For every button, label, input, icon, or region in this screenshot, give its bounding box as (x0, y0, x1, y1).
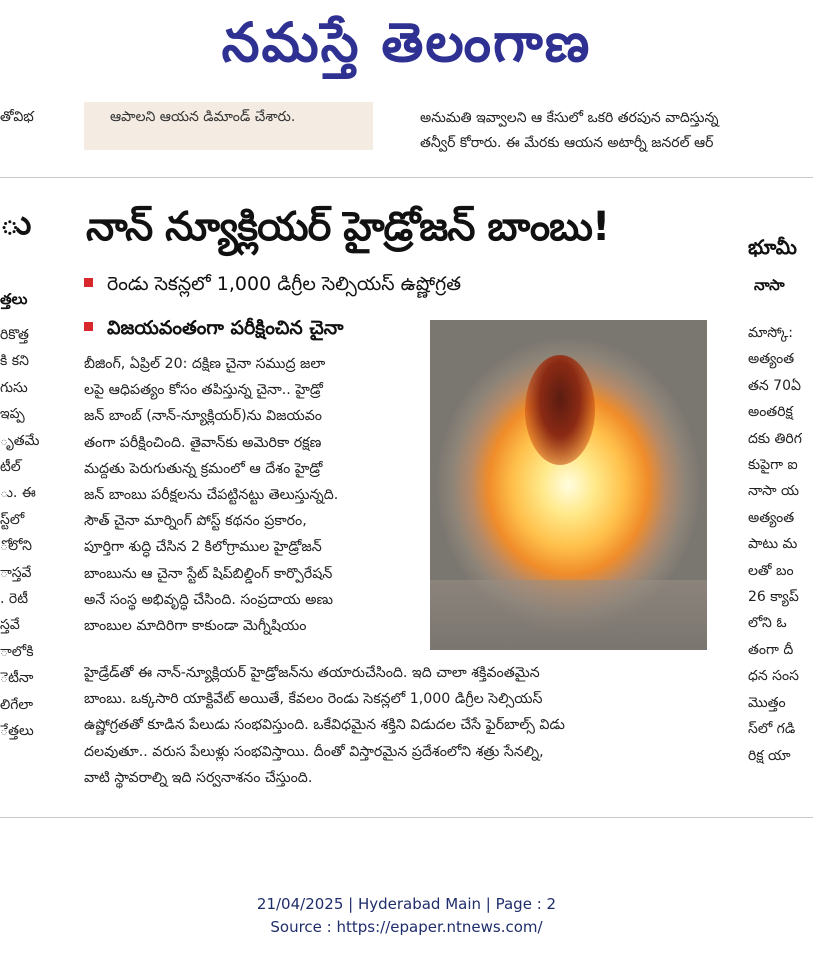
footer-source: Source : https://epaper.ntnews.com/ (270, 918, 543, 936)
text-line: లోని ఓ (748, 615, 787, 632)
text-line: ేత్తలు (0, 723, 34, 740)
left-subheading-fragment: త్తలు (0, 290, 28, 308)
footer-date-page: 21/04/2025 | Hyderabad Main | Page : 2 (256, 895, 557, 913)
text-line: అత్యంత (748, 351, 795, 368)
text-line: మద్దతు పెరుగుతున్న క్రమంలో ఆ దేశం హైడ్రో (84, 460, 323, 477)
text-line: ృతమే (0, 432, 40, 449)
right-column (748, 232, 813, 802)
text-line: జన్ బాంబ్ (నాన్-న్యూక్లియర్)ను విజయవం (84, 408, 322, 425)
text-line: లిగేలా (0, 696, 34, 713)
text-line: మాస్కో: (748, 325, 793, 341)
article-subhead-2: విజయవంతంగా పరీక్షించిన చైనా (84, 313, 344, 343)
text-line: అనే సంస్థ అభివృద్ధి చేసింది. సంప్రదాయ అణు (84, 591, 334, 608)
top-right-text: అనుమతి ఇవ్వాలని ఆ కేసులో ఒకరి తరపున వాదిస్తున్న తన్వీర్ కోరారు. ఈ మేరకు ఆయన అటార్నీ జనరల్ ఆర్ (420, 110, 719, 151)
photo-ground (430, 580, 707, 650)
text-line: వాటి స్థావరాల్ని ఇది సర్వనాశనం చేస్తుంది. (84, 769, 313, 786)
text-line: ెటీనా (0, 670, 34, 687)
text-line: నాసా య (748, 483, 799, 500)
text-line: రిక్ష యా (748, 747, 791, 764)
article-body-column (84, 351, 422, 639)
text-line: జన్ బాంబు పరీక్షలను చేపట్టినట్టు తెలుస్తున్నది. (84, 487, 339, 504)
text-line: బీజింగ్, ఏప్రిల్ 20: దక్షిణ చైనా సముద్ర జలా (84, 356, 326, 372)
text-line: స్ట్‌లో (0, 511, 25, 528)
top-left-fragment: తోవిభ (0, 109, 34, 125)
text-line: మొత్తం (748, 694, 786, 711)
text-line: తంగా పరీక్షించింది. తైవాన్‌కు అమెరికా రక్షణ (84, 434, 322, 451)
text-line: ు. ఈ (0, 485, 36, 502)
article-headline: నాన్ న్యూక్లియర్ హైడ్రోజన్ బాంబు! (86, 204, 610, 250)
text-line: అంతరిక్ష (748, 404, 793, 421)
text-line: అత్యంత (748, 509, 795, 526)
article-subhead-1: రెండు సెకన్లలో 1,000 డిగ్రీల సెల్సియస్ ఉష్ణోగ్రత (84, 269, 461, 299)
masthead-logo: నమస్తే తెలంగాణ (221, 10, 592, 74)
text-line: బాంబుల మాదిరిగా కాకుండా మెగ్నీషియం (84, 618, 307, 635)
text-line: ాలోకి (0, 643, 34, 660)
text-line: దకు తిరిగ (748, 430, 802, 447)
divider-bottom (0, 817, 813, 818)
bullet-icon (84, 278, 93, 287)
text-line: ధన సంస (748, 668, 799, 685)
text-line: స్తవే (0, 617, 20, 634)
article-body-full (84, 660, 708, 791)
photo-smoke (525, 355, 595, 465)
text-line: 26 క్యాప్ (748, 589, 799, 606)
text-line: రికొత్త (0, 327, 29, 343)
text-line: బాంబును ఆ చైనా స్టేట్ షిప్‌బిల్డింగ్ కార్పొరేషన్ (84, 565, 333, 582)
text-line: తంగా దీ (748, 641, 794, 658)
explosion-photo (430, 320, 707, 650)
bullet-icon (84, 322, 93, 331)
text-line: కుపైగా ఐ (748, 457, 798, 474)
text-line: లపై ఆధిపత్యం కోసం తపిస్తున్న చైనా.. హైడ్రో (84, 382, 323, 399)
text-line: హైడ్రేడ్‌తో ఈ నాన్-న్యూక్లియర్ హైడ్రోజన్‌ను తయారుచేసింది. ఇది చాలా శక్తివంతమైన (84, 665, 540, 681)
text-line: పాటు మ (748, 536, 798, 553)
text-line: లతో బం (748, 562, 794, 579)
left-heading-fragment: ు (0, 203, 32, 243)
text-line: ఇప్ప (0, 406, 25, 423)
left-column-lines (0, 322, 44, 745)
text-line: బాంబు. ఒక్కసారి యాక్టివేట్ అయితే, కేవలం రెండు సెకన్లలో 1,000 డిగ్రీల సెల్సియస్ (84, 691, 543, 708)
text-line: సౌత్ చైనా మార్నింగ్ పోస్ట్ కథనం ప్రకారం, (84, 513, 307, 530)
text-line: గుసు (0, 379, 28, 396)
divider-top (0, 177, 813, 178)
text-line: పూర్తిగా శుద్ధి చేసిన 2 కిలోగ్రాముల హైడ్రోజన్ (84, 539, 322, 556)
left-column (0, 190, 44, 800)
text-line: ాస్తవే (0, 564, 32, 581)
right-column-lines (748, 320, 813, 769)
text-line: దలవుతూ.. వరుస పేలుళ్లు సంభవిస్తాయి. దీంతో విస్తారమైన ప్రదేశంలోని శత్రు సేనల్ని, (84, 743, 544, 760)
text-line: . రెటీ (0, 591, 29, 608)
quote-box: ఆపాలని ఆయన డిమాండ్ చేశారు. (84, 102, 373, 150)
right-heading-fragment: భూమీ (748, 235, 797, 259)
right-subheading-fragment: నాసా (754, 276, 785, 294)
text-line: స్‌లో గడి (748, 721, 796, 738)
text-line: ఉష్ణోగ్రతతో కూడిన పేలుడు సంభవిస్తుంది. ఒకేవిధమైన శక్తిని విడుదల చేసే ఫైర్‌బాల్స్ విడు (84, 717, 565, 734)
text-line: కి కని (0, 353, 29, 370)
text-line: టీల్ (0, 459, 21, 476)
text-line: తన 70ఏ (748, 377, 801, 394)
text-line: ోలోని (0, 538, 32, 555)
